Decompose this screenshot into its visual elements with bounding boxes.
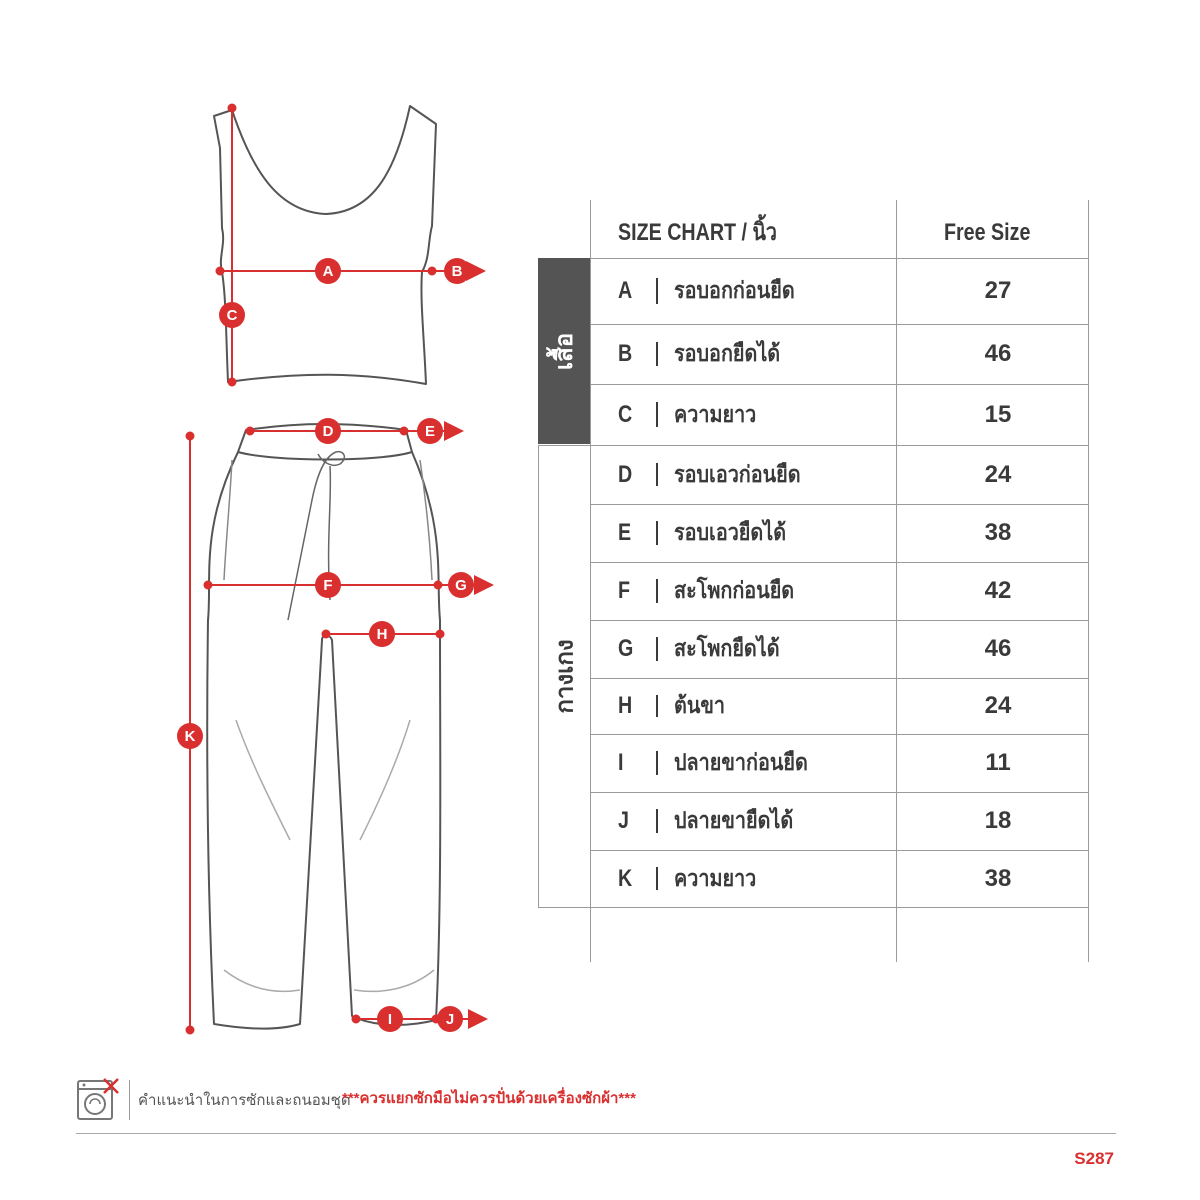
table-row <box>590 792 1090 850</box>
row-code: J <box>618 807 629 834</box>
row-description: ต้นขา <box>674 692 725 718</box>
row-code: K <box>618 864 633 892</box>
row-value: 46 <box>984 635 1012 662</box>
footer-rule <box>76 1133 1116 1134</box>
row-separator <box>656 463 658 487</box>
row-value: 24 <box>984 460 1012 488</box>
row-value: 18 <box>984 807 1012 834</box>
product-code: S287 <box>1074 1149 1114 1168</box>
badge-k <box>177 723 203 749</box>
row-separator <box>656 751 658 774</box>
svg-text:A: A <box>322 263 334 280</box>
row-code: G <box>618 635 634 662</box>
row-code: B <box>618 340 633 367</box>
size-chart-table <box>538 200 1090 962</box>
row-value: 15 <box>984 400 1012 428</box>
table-row <box>590 678 1090 734</box>
svg-text:H: H <box>376 626 388 643</box>
badge-a <box>315 258 341 284</box>
row-code: D <box>618 460 633 488</box>
svg-text:F: F <box>323 577 333 594</box>
row-description: รอบอกก่อนยืด <box>674 277 795 303</box>
badge-i <box>377 1006 403 1032</box>
badge-g <box>448 572 474 598</box>
row-description: สะโพกยืดได้ <box>674 635 780 661</box>
row-value: 38 <box>984 519 1012 546</box>
row-code: H <box>618 692 633 719</box>
row-value: 38 <box>984 864 1012 892</box>
row-separator <box>656 695 658 717</box>
svg-text:J: J <box>445 1011 455 1028</box>
svg-text:K: K <box>184 728 196 745</box>
row-separator <box>656 402 658 426</box>
row-description: สะโพกก่อนยืด <box>674 577 795 603</box>
row-code: E <box>618 519 632 546</box>
row-description: รอบเอวก่อนยืด <box>674 460 801 487</box>
badge-d <box>315 418 341 444</box>
table-row <box>590 324 1090 384</box>
care-warning-text: ***ควรแยกซักมือไม่ควรปั่นด้วยเครื่องซักผ้า*** <box>342 1090 636 1107</box>
table-row <box>590 504 1090 562</box>
badge-c <box>219 302 245 328</box>
table-row <box>590 384 1090 445</box>
header-size: Free Size <box>944 219 1031 246</box>
group-label-bottom: กางเกง <box>551 638 579 714</box>
table-row <box>590 562 1090 620</box>
row-separator <box>656 521 658 544</box>
footer-divider <box>129 1080 130 1120</box>
row-value: 11 <box>985 749 1011 776</box>
badge-f <box>315 572 341 598</box>
row-value: 42 <box>984 577 1012 604</box>
care-instructions-label: คำแนะนำในการซักและถนอมชุด <box>138 1092 351 1109</box>
header-title: SIZE CHART / นิ้ว <box>618 219 777 246</box>
badge-j <box>437 1006 463 1032</box>
table-row <box>590 850 1090 907</box>
svg-text:C: C <box>226 307 238 324</box>
row-value: 27 <box>984 277 1012 304</box>
badge-b <box>444 258 470 284</box>
row-separator <box>656 278 658 304</box>
row-value: 46 <box>984 340 1012 367</box>
table-row <box>590 734 1090 792</box>
svg-text:B: B <box>451 263 463 280</box>
table-row <box>590 620 1090 678</box>
row-separator <box>656 809 658 832</box>
svg-text:G: G <box>455 577 467 594</box>
row-description: รอบอกยืดได้ <box>674 340 781 366</box>
row-code: F <box>618 577 631 604</box>
row-description: รอบเอวยืดได้ <box>674 519 787 545</box>
table-row <box>590 258 1090 324</box>
measurement-lines <box>184 105 491 1034</box>
row-description: ปลายขาก่อนยืด <box>674 749 808 775</box>
badge-h <box>369 621 395 647</box>
group-label-top: เสื้อ <box>538 258 590 444</box>
row-separator <box>656 637 658 660</box>
row-description: ความยาว <box>674 400 757 427</box>
table-row <box>590 445 1090 504</box>
svg-text:E: E <box>424 423 436 440</box>
row-code: C <box>618 400 633 428</box>
row-separator <box>656 342 658 366</box>
row-separator <box>656 867 658 890</box>
row-value: 24 <box>984 692 1012 719</box>
svg-text:D: D <box>322 423 334 440</box>
crop-top-outline <box>214 106 436 384</box>
row-code: A <box>618 277 633 304</box>
pants-outline <box>207 424 440 1029</box>
row-code: I <box>618 749 624 776</box>
no-machine-wash-icon <box>76 1077 120 1121</box>
row-separator <box>656 579 658 602</box>
row-description: ปลายขายืดได้ <box>674 807 794 833</box>
grid-line <box>538 907 1089 908</box>
row-description: ความยาว <box>674 864 757 891</box>
svg-text:I: I <box>387 1011 393 1028</box>
badge-e <box>417 418 443 444</box>
garment-diagram <box>0 0 540 1060</box>
